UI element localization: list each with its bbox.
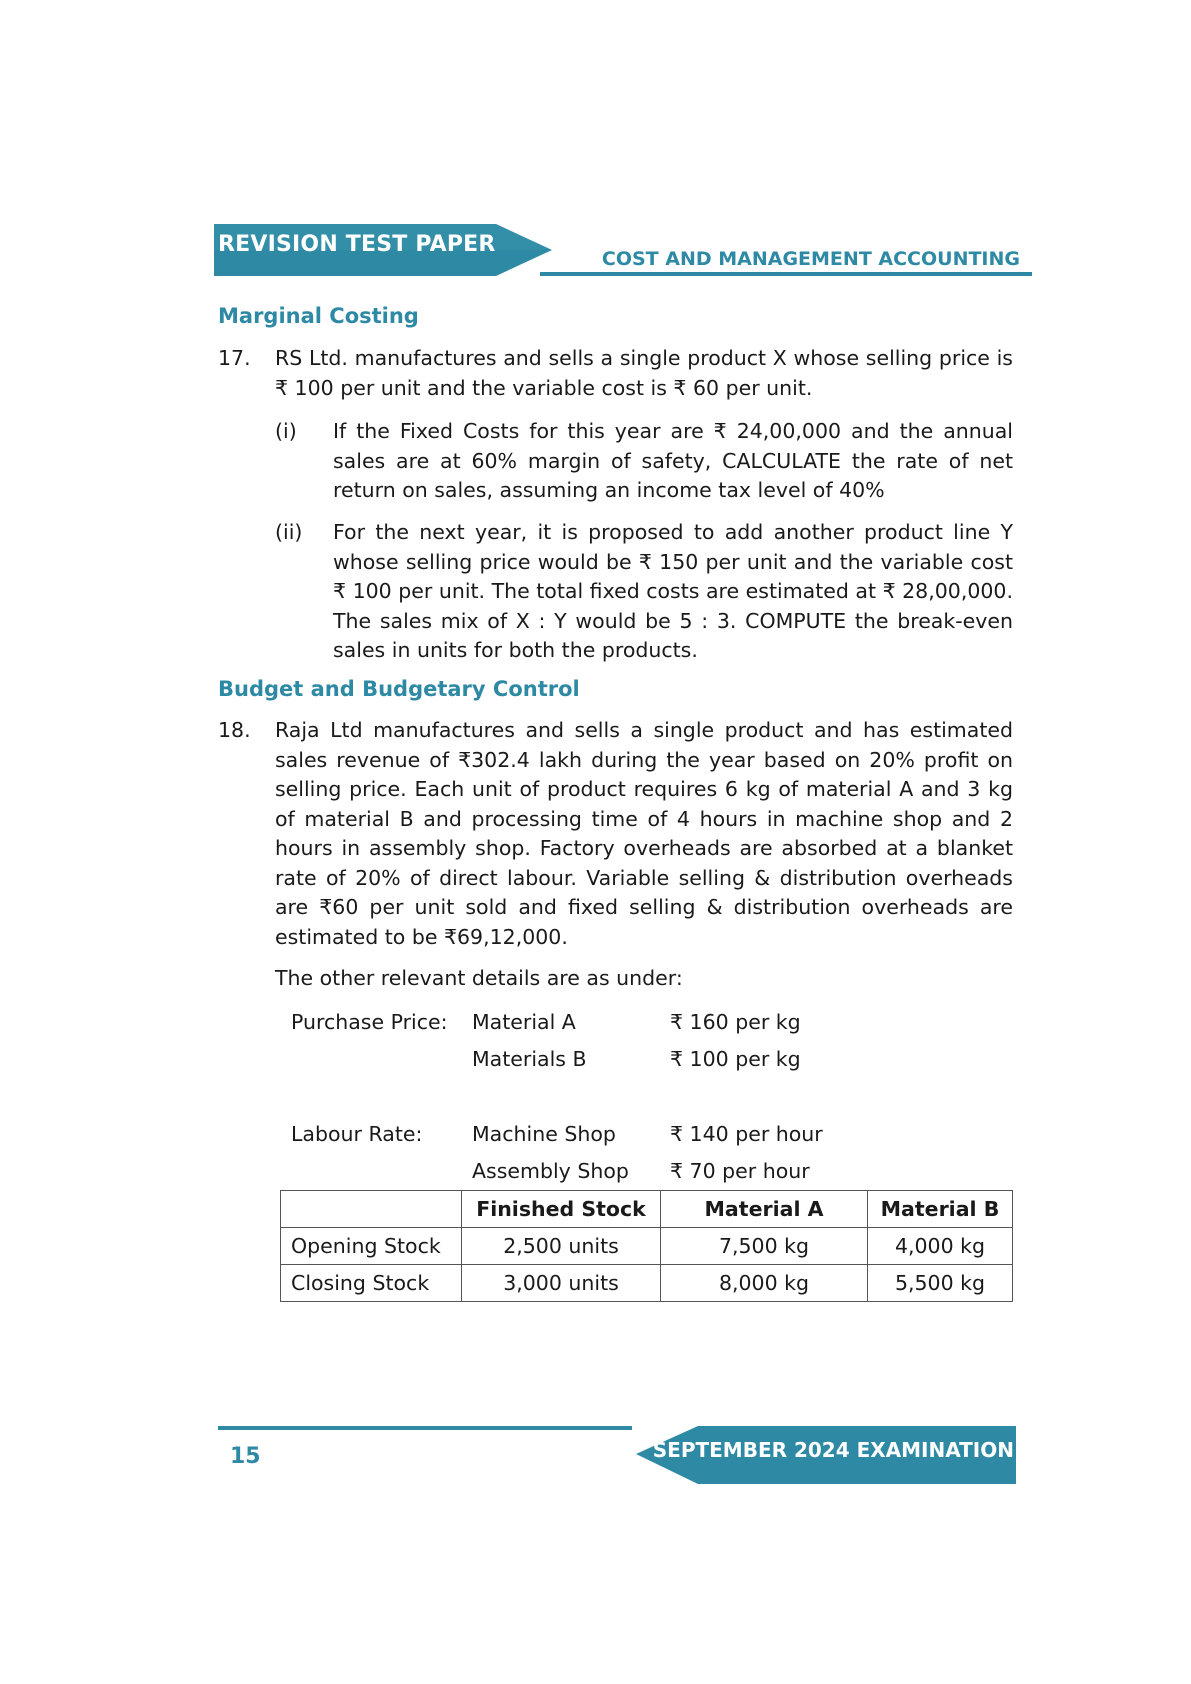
table-row (281, 1228, 1013, 1265)
table-header-cell: Material A (661, 1191, 868, 1228)
table-cell: 3,000 units (462, 1265, 661, 1302)
question-number-18: 18. (218, 718, 251, 742)
header-banner (214, 218, 552, 276)
table-cell: 4,000 kg (868, 1228, 1013, 1265)
table-cell: Closing Stock (281, 1265, 462, 1302)
subject-title: COST AND MANAGEMENT ACCOUNTING (601, 248, 1020, 270)
stock-table (280, 1190, 1013, 1302)
part-number-17-ii: (ii) (275, 520, 303, 544)
table-header-row (281, 1191, 1013, 1228)
material-b-price: ₹ 100 per kg (670, 1047, 801, 1071)
header-subject-bar (540, 246, 1032, 276)
question-text-17: RS Ltd. manufactures and sells a single product X whose selling price is ₹ 100 per unit and the variable cost is ₹ 60 per unit. (275, 346, 1013, 400)
table-header-cell: Material B (868, 1191, 1013, 1228)
table-cell: 7,500 kg (661, 1228, 868, 1265)
table-cell: Opening Stock (281, 1228, 462, 1265)
purchase-price-label: Purchase Price: (291, 1010, 448, 1034)
section-heading-budget-control: Budget and Budgetary Control (218, 677, 580, 701)
page-number: 15 (230, 1444, 261, 1469)
machine-shop-label: Machine Shop (472, 1122, 616, 1146)
machine-shop-rate: ₹ 140 per hour (670, 1122, 823, 1146)
table-header-cell (281, 1191, 462, 1228)
question-text-18: Raja Ltd manufactures and sells a single product and has estimated sales revenue of ₹302.4 lakh during the year based on 20% profit on selling price. Each unit of product requires 6 kg of material A and 3 kg of material B and processing time of 4 hours in machine shop and 2 hours in assembly shop. Factory overheads are absorbed at a blanket rate of 20% of direct labour. Variable selling & distribution overheads are ₹60 per unit sold and fixed selling & distribution overheads are estimated to be ₹69,12,000. (275, 718, 1013, 949)
section-heading-marginal-costing: Marginal Costing (218, 304, 419, 328)
table-header-cell: Finished Stock (462, 1191, 661, 1228)
part-text-17-i: If the Fixed Costs for this year are ₹ 24,00,000 and the annual sales are at 60% margin of safety, CALCULATE the rate of net return on sales, assuming an income tax level of 40% (333, 419, 1013, 502)
header-rule (540, 272, 1032, 276)
exam-title: SEPTEMBER 2024 EXAMINATION (652, 1438, 1014, 1462)
part-text-17-ii: For the next year, it is proposed to add another product line Y whose selling price would be ₹ 150 per unit and the variable cost ₹ 100 per unit. The total fixed costs are estimated at ₹ 28,00,000. The sales mix of X : Y would be 5 : 3. COMPUTE the break-even sales in units for both the products. (333, 520, 1013, 662)
material-a-label: Material A (472, 1010, 576, 1034)
labour-rate-label: Labour Rate: (291, 1122, 423, 1146)
table-cell: 5,500 kg (868, 1265, 1013, 1302)
material-b-label: Materials B (472, 1047, 587, 1071)
assembly-shop-rate: ₹ 70 per hour (670, 1159, 810, 1183)
details-intro: The other relevant details are as under: (275, 966, 683, 990)
footer-banner (636, 1424, 1016, 1484)
material-a-price: ₹ 160 per kg (670, 1010, 801, 1034)
assembly-shop-label: Assembly Shop (472, 1159, 629, 1183)
header-title: REVISION TEST PAPER (218, 232, 496, 257)
footer-rule (218, 1426, 632, 1430)
question-number-17: 17. (218, 346, 251, 370)
part-number-17-i: (i) (275, 419, 297, 443)
table-row (281, 1265, 1013, 1302)
table-cell: 8,000 kg (661, 1265, 868, 1302)
table-cell: 2,500 units (462, 1228, 661, 1265)
